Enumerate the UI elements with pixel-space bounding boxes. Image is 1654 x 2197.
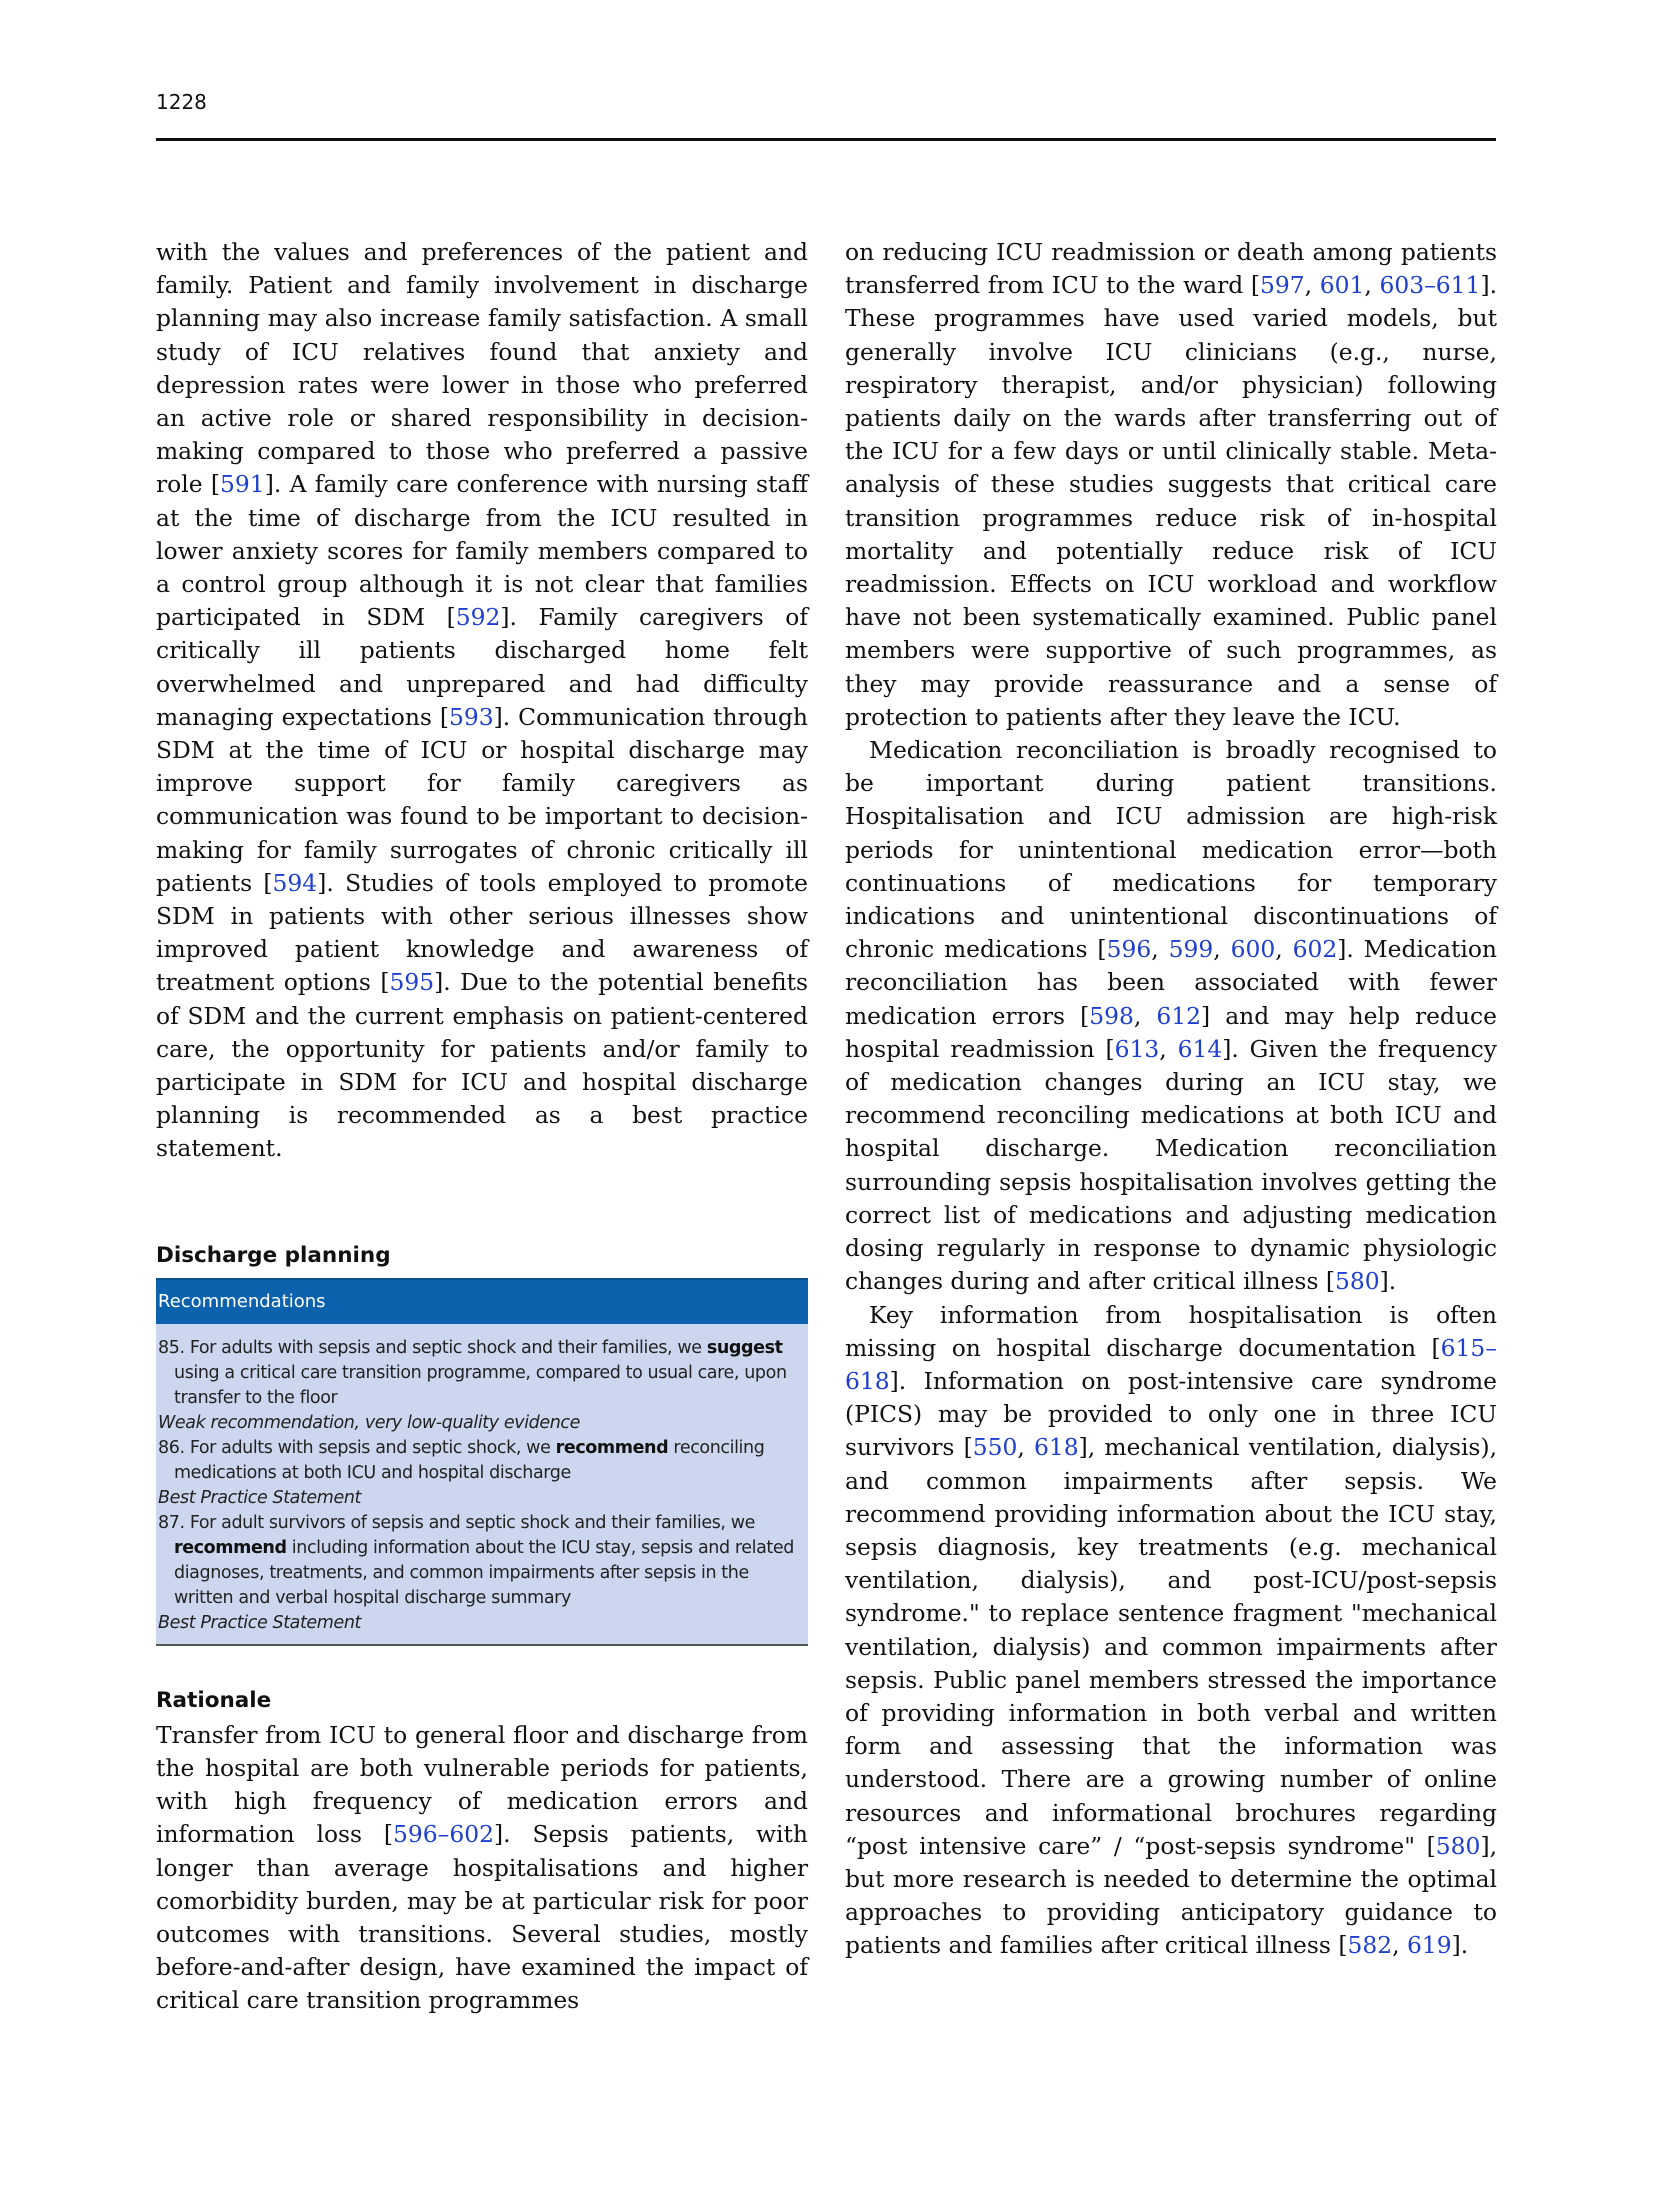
text-run: Key information from hospitalisation is often missing on hospital discharge documentation [ [845,1300,1497,1362]
citation-link[interactable]: 601 [1319,271,1365,300]
citation-link[interactable]: 596 [1106,935,1152,964]
recommendation-87: 87. For adult survivors of sepsis and septic shock and their families, we recommend including information about the ICU stay, sepsis and related diagnoses, treatments, and common impairments after sepsis in the written and verbal hospital discharge summary [158,1512,794,1608]
right-column [845,236,1497,1963]
citation-link[interactable]: 596–602 [393,1820,495,1849]
recommendations-box [156,1278,808,1646]
text-run: ]. Studies of tools employed to promote SDM in patients with other serious illnesses show improved patient knowledge and awareness of treatment options [ [156,868,809,997]
citation-link[interactable]: 615–618 [845,1333,1497,1395]
recommendation-86-grade: Best Practice Statement [158,1487,361,1508]
text-run: ]. Medication reconciliation has been associated with fewer medication errors [ [845,935,1498,1030]
citation-link[interactable]: 600 [1230,935,1276,964]
citation-link[interactable]: 595 [389,968,435,997]
text-run: ]. A family care conference with nursing staff at the time of discharge from the ICU resulted in lower anxiety scores for family members compared to a control group although it is not clear that families participated in SDM [ [156,470,808,632]
recommendation-85: 85. For adults with sepsis and septic shock and their families, we suggest using a critical care transition programme, compared to usual care, upon transfer to the floor [158,1337,787,1408]
text-run: on reducing ICU readmission or death among patients transferred from ICU to the ward [ [845,238,1497,300]
citation-link[interactable]: 550 [972,1433,1018,1462]
text-run: with the values and preferences of the patient and family. Patient and family involvement in discharge planning may also increase family satisfaction. A small study of ICU relatives found that anxiety and depression rates were lower in those who preferred an active role or shared responsibility in decision-making compared to those who preferred a passive role [ [156,238,808,499]
citation-link[interactable]: 598 [1089,1001,1134,1030]
text-run: , [1133,1001,1157,1030]
text-run: , [1304,271,1320,300]
text-run: ]. [1379,1267,1397,1296]
text-run: , [1213,935,1231,964]
citation-link[interactable]: 602 [1292,935,1338,964]
left-paragraph-2 [156,1719,808,2018]
discharge-planning-heading: Discharge planning [156,1242,391,1268]
citation-link[interactable]: 593 [449,702,494,731]
text-run: ]. Due to the potential benefits of SDM and the current emphasis on patient-centered care, the opportunity for patients and/or family to participate in SDM for ICU and hospital discharge planning is recommended as a best practice statement. [156,968,808,1163]
text-run: ]. [1451,1931,1469,1960]
citation-link[interactable]: 580 [1335,1267,1380,1296]
citation-link[interactable]: 599 [1168,935,1214,964]
text-run: ] and may help reduce hospital readmission [ [845,1001,1497,1063]
citation-link[interactable]: 592 [455,603,501,632]
text-run: ]. Information on post-intensive care syndrome (PICS) may be provided to only one in three ICU survivors [ [845,1366,1497,1462]
text-run: Medication reconciliation is broadly recognised to be important during patient transitions. Hospitalisation and ICU admission are high-risk periods for unintentional medication error—both continuations of medications for temporary indications and unintentional discontinuations of chronic medications [ [845,736,1497,964]
text-run: , [1159,1034,1178,1063]
citation-link[interactable]: 619 [1407,1931,1452,1960]
left-paragraph-1 [156,236,808,1166]
citation-link[interactable]: 580 [1435,1831,1481,1860]
header-rule [156,138,1496,141]
citation-link[interactable]: 597 [1260,271,1305,300]
text-run: , [1364,271,1380,300]
rationale-heading: Rationale [156,1687,272,1713]
citation-link[interactable]: 603–611 [1379,271,1481,300]
recommendations-body [156,1324,808,1646]
text-run: , [1275,935,1293,964]
recommendation-87-grade: Best Practice Statement [158,1612,361,1633]
citation-link[interactable]: 594 [272,868,318,897]
text-run: , [1017,1433,1035,1462]
citation-link[interactable]: 612 [1156,1001,1202,1030]
page-number: 1228 [156,90,207,114]
text-run: , [1151,935,1169,964]
text-run: Transfer from ICU to general floor and discharge from the hospital are both vulnerable periods for patients, with high frequency of medication errors and information loss [ [156,1720,808,1849]
text-run: ]. Communication through SDM at the time of ICU or hospital discharge may improve support for family caregivers as communication was found to be important to decision-making for family surrogates of chronic critically ill patients [ [156,702,808,897]
text-run: ], but more research is needed to determine the optimal approaches to providing anticipatory guidance to patients and families after critical illness [ [845,1831,1497,1960]
text-run: ], mechanical ventilation, dialysis), and common impairments after sepsis. We recommend providing information about the ICU stay, sepsis diagnosis, key treatments (e.g. mechanical ventilation, dialysis), and post-ICU/post-sepsis syndrome." to replace sentence fragment "mechanical ventilation, dialysis) and common impairments after sepsis. Public panel members stressed the importance of providing information in both verbal and written form and assessing that the information was understood. There are a growing number of online resources and informational brochures regarding “post intensive care” / “post-sepsis syndrome" [ [845,1433,1497,1860]
text-run: ]. Sepsis patients, with longer than average hospitalisations and higher comorbidity burden, may be at particular risk for poor outcomes with transitions. Several studies, mostly before-and-after design, have examined the impact of critical care transition programmes [156,1820,808,2015]
text-run: ]. These programmes have used varied models, but generally involve ICU clinicians (e.g., nurse, respiratory therapist, and/or physician) following patients daily on the wards after transferring out of the ICU for a few days or until clinically stable. Meta-analysis of these studies suggests that critical care transition programmes reduce risk of in-hospital mortality and potentially reduce risk of ICU readmission. Effects on ICU workload and workflow have not been systematically examined. Public panel members were supportive of such programmes, as they may provide reassurance and a sense of protection to patients after they leave the ICU. [845,271,1497,731]
citation-link[interactable]: 613 [1114,1034,1160,1063]
left-column [156,236,808,2018]
citation-link[interactable]: 614 [1177,1034,1223,1063]
right-paragraph-2 [845,734,1497,1298]
citation-link[interactable]: 618 [1034,1433,1079,1462]
recommendation-85-grade: Weak recommendation, very low-quality evidence [158,1412,581,1433]
recommendations-header: Recommendations [156,1278,808,1324]
right-paragraph-3 [845,1299,1497,1963]
citation-link[interactable]: 582 [1347,1931,1393,1960]
citation-link[interactable]: 591 [220,470,265,499]
right-paragraph-1 [845,236,1497,734]
recommendation-86: 86. For adults with sepsis and septic shock, we recommend reconciling medications at both ICU and hospital discharge [158,1437,765,1483]
text-run: ]. Family caregivers of critically ill patients discharged home felt overwhelmed and unprepared and had difficulty managing expectations [ [156,603,808,731]
text-run: , [1392,1931,1407,1960]
text-run: ]. Given the frequency of medication changes during an ICU stay, we recommend reconciling medications at both ICU and hospital discharge. Medication reconciliation surrounding sepsis hospitalisation involves getting the correct list of medications and adjusting medication dosing regularly in response to dynamic physiologic changes during and after critical illness [ [845,1034,1497,1296]
